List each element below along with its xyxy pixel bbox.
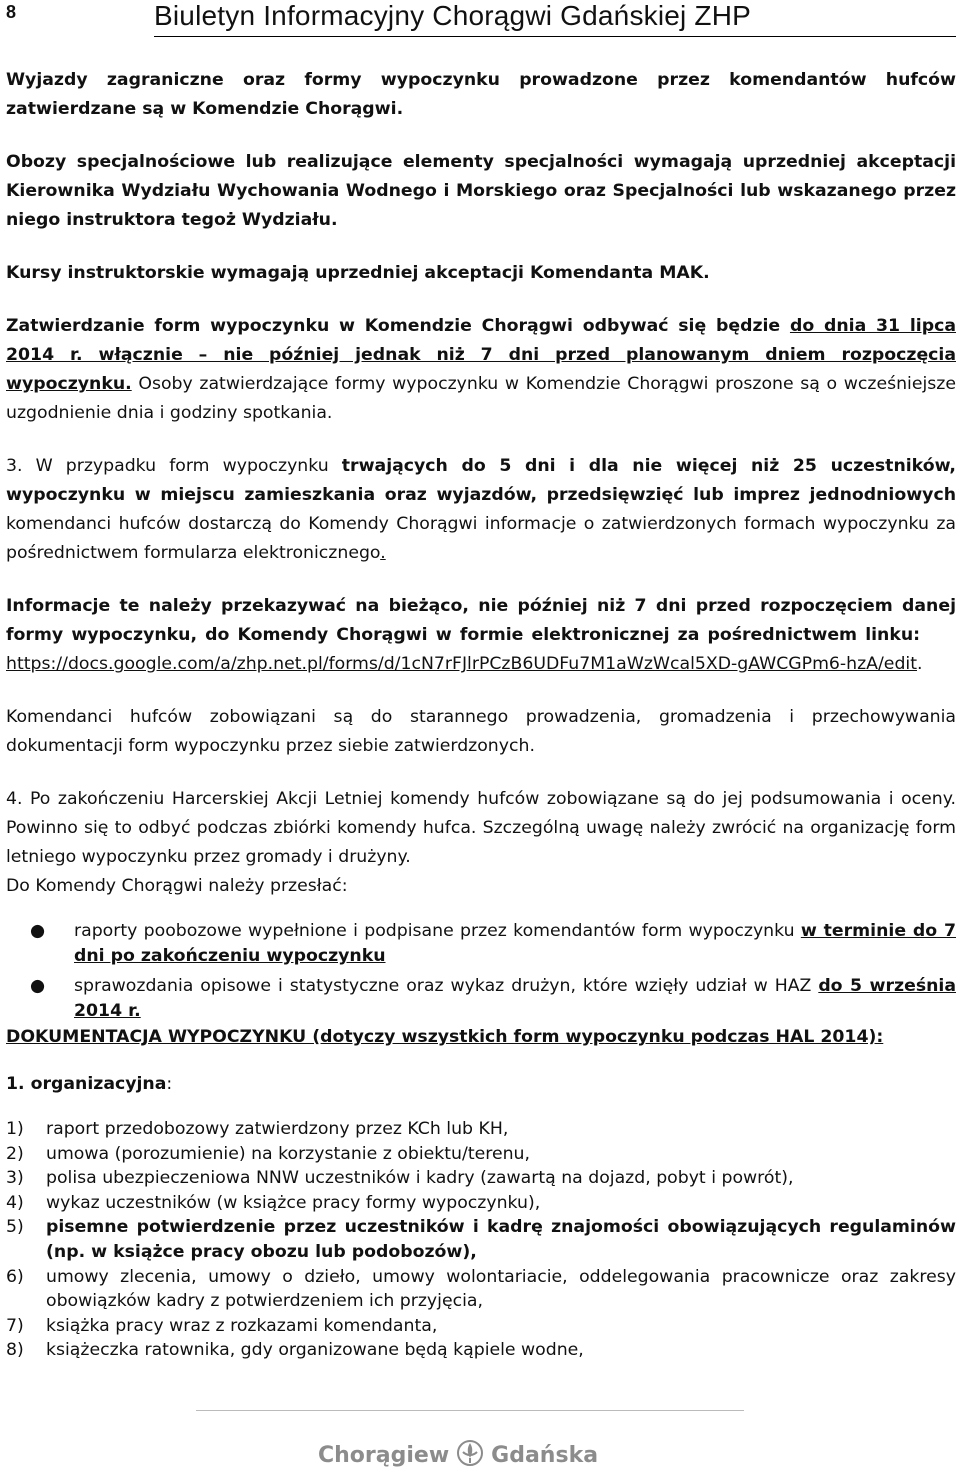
- bullet-icon: ●: [30, 921, 46, 941]
- paragraph-approval-deadline: Zatwierdzanie form wypoczynku w Komendzie Chorągwi odbywać się będzie do dnia 31 lipca 2014 r. włącznie – nie później jednak niż 7 dni przed planowanym dniem rozpoczęcia wypoczynku. Osoby zatwierdzające formy wypoczynku w Komendzie Chorągwi proszone są o wcześniejsze uzgodnienie dnia i godziny spotkania.: [6, 316, 956, 423]
- footer-rule: [196, 1410, 744, 1411]
- list-item: 5) pisemne potwierdzenie przez uczestników i kadrę znajomości obowiązujących regulaminów (np. w książce pracy obozu lub podobozów),: [6, 1217, 956, 1262]
- page-footer: [6, 1410, 956, 1470]
- documentation-heading: DOKUMENTACJA WYPOCZYNKU (dotyczy wszystkich form wypoczynku podczas HAL 2014):: [6, 1027, 884, 1047]
- paragraph-short-forms: 3. W przypadku form wypoczynku trwających do 5 dni i dla nie więcej niż 25 uczestników, wypoczynku w miejscu zamieszkania oraz wyjazdów, przedsięwzięć lub imprez jednodniowych komendanci hufców dostarczą do Komendy Chorągwi informacje o zatwierdzonych formach wypoczynku za pośrednictwem formularza elektronicznego.: [6, 456, 956, 563]
- paragraph-form-link: Informacje te należy przekazywać na bieżąco, nie później niż 7 dni przed rozpoczęciem danej formy wypoczynku, do Komendy Chorągwi w formie elektronicznej za pośrednictwem linku: https://docs.google.com/a/zhp.net.pl/forms/d/1cN7rFJlrPCzB6UDFu7M1aWzWcal5XD-gAWCGPm6-hzA/edit.: [6, 596, 956, 674]
- paragraph-send-list: Do Komendy Chorągwi należy przesłać:: [6, 876, 348, 896]
- document-page: [6, 0, 956, 1468]
- paragraph-specialty-camps: Obozy specjalnościowe lub realizujące elementy specjalności wymagają uprzedniej akceptacji Kierownika Wydziału Wychowania Wodnego i Morskiego oraz Specjalności lub wskazanego przez niego instruktora tegoż Wydziału.: [6, 152, 956, 230]
- paragraph-documentation: Komendanci hufców zobowiązani są do starannego prowadzenia, gromadzenia i przechowywania dokumentacji form wypoczynku przez siebie zatwierdzonych.: [6, 707, 956, 756]
- bulletin-title: Biuletyn Informacyjny Chorągwi Gdańskiej ZHP: [154, 0, 752, 31]
- list-item: 3) polisa ubezpieczeniowa NNW uczestników i kadry (zawartą na dojazd, pobyt i powrót),: [6, 1168, 794, 1189]
- list-item: 6) umowy zlecenia, umowy o dzieło, umowy wolontariacie, oddelegowania pracownicze oraz zakresy obowiązków kadry z potwierdzeniem ich przyjęcia,: [6, 1266, 956, 1312]
- send-list: [6, 919, 956, 1024]
- list-item: ● sprawozdania opisowe i statystyczne oraz wykaz drużyn, które wzięły udział w HAZ do 5 września 2014 r.: [30, 976, 956, 1021]
- chorągiew-gdańska-logo: [318, 1438, 598, 1474]
- logo-text-right: Gdańska: [491, 1443, 599, 1468]
- paragraph-foreign-trips: Wyjazdy zagraniczne oraz formy wypoczynku prowadzone przez komendantów hufców zatwierdzane są w Komendzie Chorągwi.: [6, 70, 956, 119]
- header-rule: [154, 36, 956, 37]
- organizational-documents-list: [6, 1117, 956, 1363]
- form-link[interactable]: https://docs.google.com/a/zhp.net.pl/forms/d/1cN7rFJlrPCzB6UDFu7M1aWzWcal5XD-gAWCGPm6-hzA/edit: [6, 654, 917, 674]
- list-item: ● raporty poobozowe wypełnione i podpisane przez komendantów form wypoczynku w terminie do 7 dni po zakończeniu wypoczynku: [30, 921, 956, 966]
- list-item: 7) książka pracy wraz z rozkazami komendanta,: [6, 1315, 438, 1336]
- list-item: 8) książeczka ratownika, gdy organizowane będą kąpiele wodne,: [6, 1340, 584, 1361]
- organizational-heading: 1. organizacyjna:: [6, 1074, 173, 1094]
- list-item: 1) raport przedobozowy zatwierdzony przez KCh lub KH,: [6, 1119, 509, 1139]
- logo-text-left: Chorągiew: [318, 1443, 450, 1468]
- page-header: [6, 0, 956, 44]
- lily-emblem-icon: [455, 1438, 485, 1474]
- paragraph-summary: 4. Po zakończeniu Harcerskiej Akcji Letniej komendy hufców zobowiązane są do jej podsumowania i oceny. Powinno się to odbyć podczas zbiórki komendy hufca. Szczególną uwagę należy zwrócić na organizację form letniego wypoczynku przez gromady i drużyny.: [6, 789, 956, 867]
- page-number: 8: [6, 2, 17, 22]
- paragraph-instructor-courses: Kursy instruktorskie wymagają uprzedniej akceptacji Komendanta MAK.: [6, 263, 710, 283]
- bullet-icon: ●: [30, 976, 46, 996]
- list-item: 2) umowa (porozumienie) na korzystanie z obiektu/terenu,: [6, 1143, 530, 1164]
- list-item: 4) wykaz uczestników (w książce pracy formy wypoczynku),: [6, 1192, 541, 1213]
- approval-deadline: do dnia 31 lipca 2014 r. włącznie – nie później jednak niż 7 dni przed planowanym dniem rozpoczęcia wypoczynku.: [6, 316, 956, 394]
